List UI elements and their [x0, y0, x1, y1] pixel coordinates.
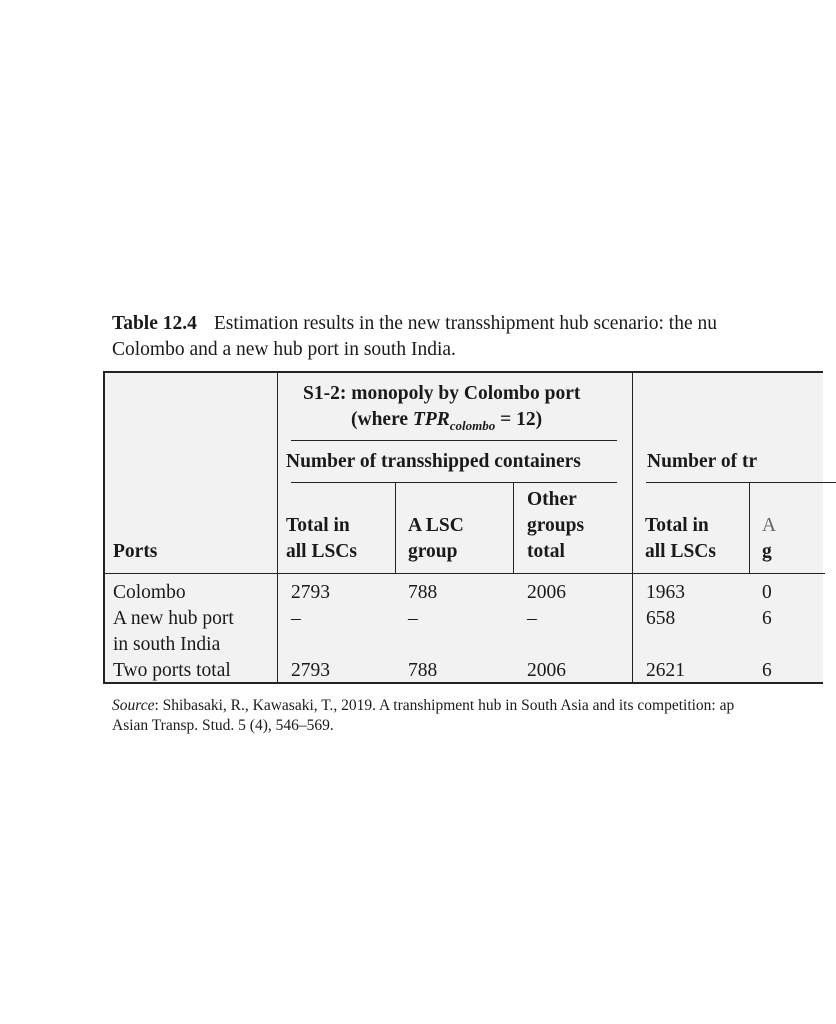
source-text-1: : Shibasaki, R., Kawasaki, T., 2019. A transhipment hub in South Asia and its competition: ap — [154, 697, 735, 714]
rule-under-group-title — [291, 440, 617, 441]
row-newhub-port-line2: in south India — [113, 634, 221, 655]
row-newhub-total: – — [291, 608, 301, 629]
row-total-port: Two ports total — [113, 660, 231, 681]
rule-group — [632, 373, 633, 684]
col-header-5-2: g — [762, 541, 772, 562]
col-header-5-1: A — [762, 515, 777, 536]
rule-under-subheader-1 — [291, 482, 617, 483]
row-total-col5: 6 — [762, 660, 772, 681]
row-colombo-port: Colombo — [113, 582, 186, 603]
col-header-total-1: Total in — [286, 515, 350, 536]
table-source-note — [112, 696, 734, 736]
col-header-other-1: Other — [527, 489, 577, 510]
group1-title-sub: colombo — [449, 418, 496, 433]
col-header-total2-2: all LSCs — [645, 541, 716, 562]
table-caption — [112, 311, 812, 363]
source-label: Source — [112, 697, 155, 714]
col-header-other-3: total — [527, 541, 565, 562]
table-number: Table 12.4 — [112, 313, 197, 334]
rule-col-5 — [749, 482, 750, 574]
row-colombo-total: 2793 — [291, 582, 330, 603]
group1-title-var: TPR — [412, 409, 450, 430]
row-colombo-alsc: 788 — [408, 582, 438, 603]
col-header-alsc-2: group — [408, 541, 458, 562]
rule-ports — [277, 373, 278, 684]
row-total-other: 2006 — [527, 660, 566, 681]
row-colombo-col5: 0 — [762, 582, 772, 603]
row-total-alsc: 788 — [408, 660, 438, 681]
col-header-ports: Ports — [113, 541, 158, 562]
caption-line-1 — [112, 311, 812, 337]
row-total-total2: 2621 — [646, 660, 685, 681]
group1-title-post: = 12) — [495, 409, 543, 430]
row-total-total: 2793 — [291, 660, 330, 681]
col-header-other-2: groups — [527, 515, 585, 536]
col-header-alsc-1: A LSC — [408, 515, 464, 536]
row-newhub-col5: 6 — [762, 608, 772, 629]
rule-col-other — [513, 482, 514, 574]
group1-title-line1: S1-2: monopoly by Colombo port — [303, 383, 581, 404]
col-header-total2-1: Total in — [645, 515, 709, 536]
source-line-1 — [112, 696, 734, 716]
rule-under-header — [105, 573, 825, 574]
row-newhub-port: A new hub port — [113, 608, 234, 629]
group1-subheader: Number of transshipped containers — [286, 451, 581, 472]
rule-col-alsc — [395, 482, 396, 574]
group1-title-pre: (where — [351, 409, 413, 430]
col-header-total-2: all LSCs — [286, 541, 357, 562]
group2-subheader: Number of tr — [647, 451, 758, 472]
row-newhub-total2: 658 — [646, 608, 676, 629]
caption-text-1: Estimation results in the new transshipment hub scenario: the nu — [213, 313, 718, 334]
source-line-2: Asian Transp. Stud. 5 (4), 546–569. — [112, 717, 334, 734]
rule-under-subheader-2 — [646, 482, 836, 483]
row-colombo-total2: 1963 — [646, 582, 685, 603]
caption-line-2: Colombo and a new hub port in south India. — [112, 339, 456, 360]
row-newhub-other: – — [527, 608, 537, 629]
group1-title-line2 — [351, 407, 542, 434]
row-colombo-other: 2006 — [527, 582, 566, 603]
results-table — [103, 371, 823, 684]
row-newhub-alsc: – — [408, 608, 418, 629]
